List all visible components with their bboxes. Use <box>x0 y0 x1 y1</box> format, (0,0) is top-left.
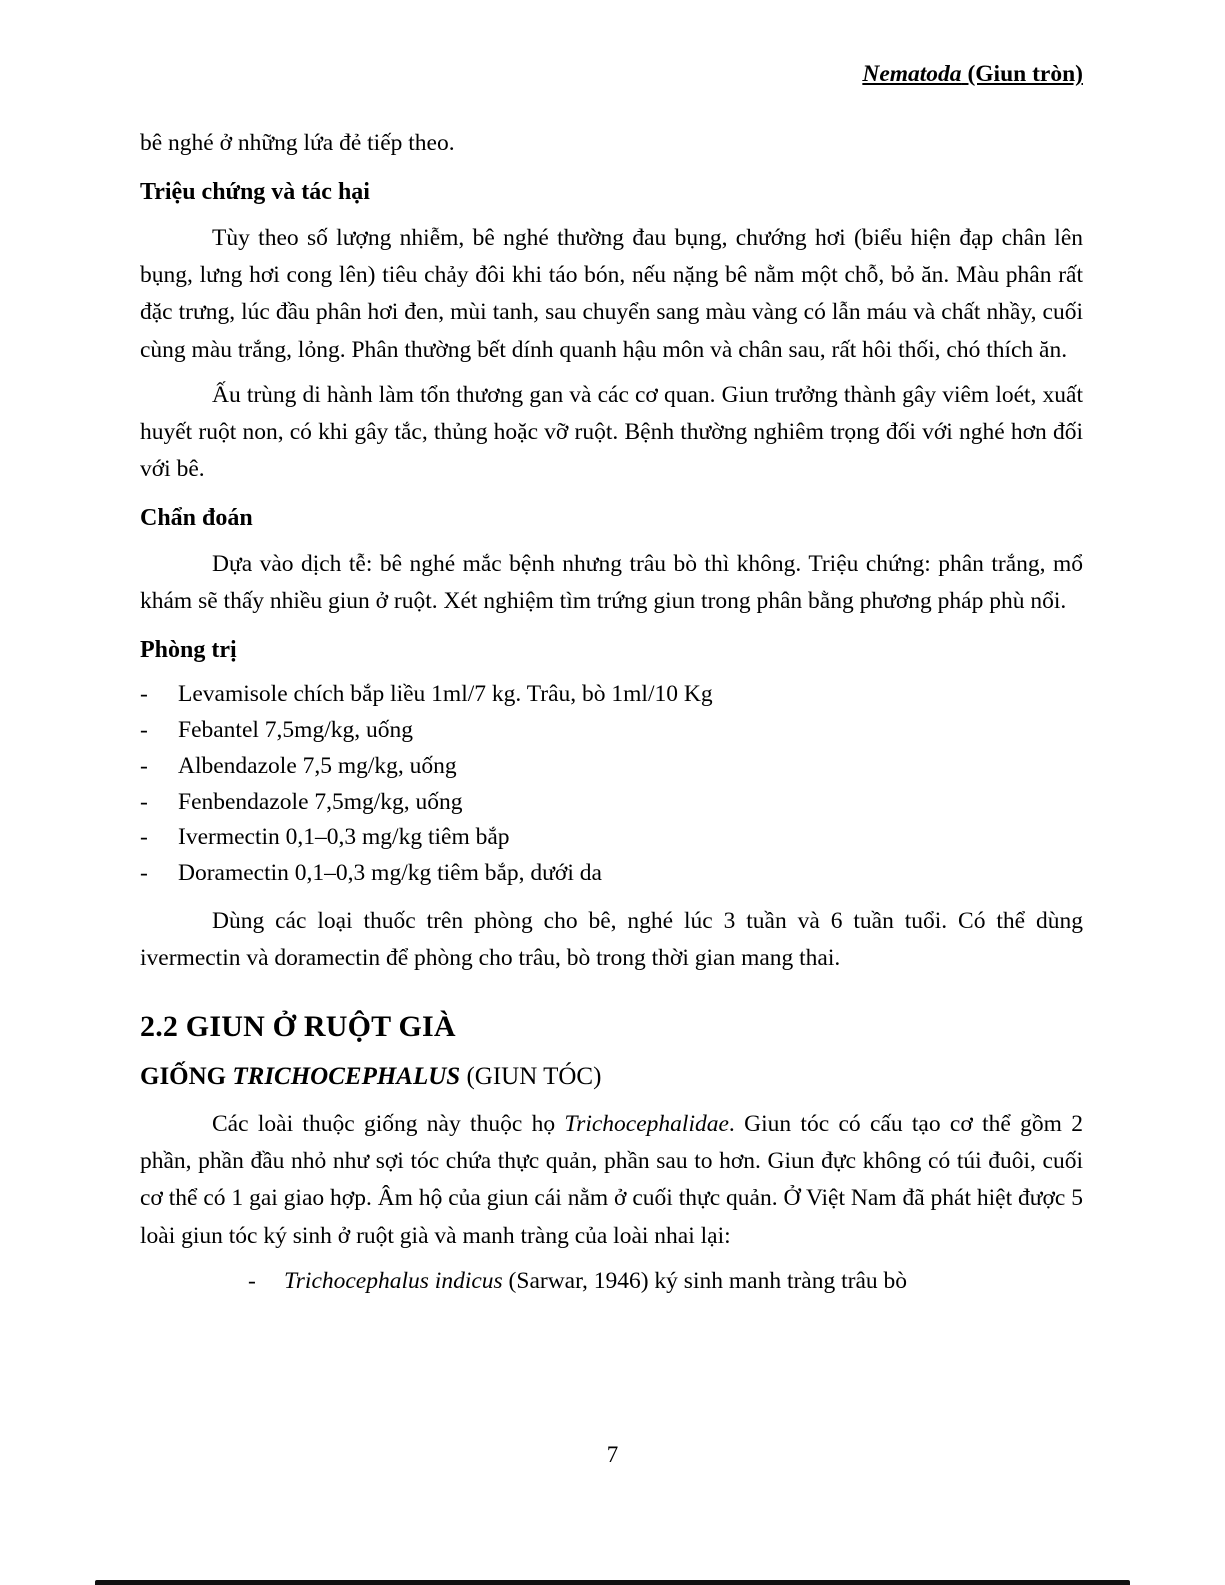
running-header-text <box>862 61 1083 87</box>
running-header-taxon: Nematoda <box>862 61 962 87</box>
genus-heading-prefix: GIỐNG <box>140 1062 233 1090</box>
list-dash-marker: - <box>248 1267 256 1294</box>
species-description: (Sarwar, 1946) ký sinh manh tràng trâu bò <box>502 1267 908 1294</box>
list-dash-marker: - <box>140 716 148 743</box>
list-dash-marker: - <box>140 824 148 851</box>
species-item-text <box>284 1263 907 1300</box>
page-number: 7 <box>606 1441 619 1467</box>
genus-paragraph-before: Các loài thuộc giống này thuộc họ <box>212 1111 565 1138</box>
drug-item-text: Doramectin 0,1–0,3 mg/kg tiêm bắp, dưới da <box>178 860 602 887</box>
drug-item-text: Febantel 7,5mg/kg, uống <box>178 716 413 743</box>
species-list-item <box>248 1263 1083 1300</box>
list-item <box>140 714 1083 748</box>
drug-list <box>140 678 1083 891</box>
list-dash-marker: - <box>140 860 148 887</box>
section-2-2-heading: 2.2 GIUN Ở RUỘT GIÀ <box>140 1010 456 1044</box>
intro-continuation-paragraph: bê nghé ở những lứa đẻ tiếp theo. <box>140 130 455 157</box>
family-name: Trichocephalidae <box>564 1111 729 1138</box>
genus-paragraph-after: . Giun tóc có cấu tạo cơ thể gồm 2 phần, phần đầu nhỏ như sợi tóc chứa thực quản, phần sau to hơn. Giun đực không có túi đuôi, cuối cơ thể có 1 gai giao hợp. Âm hộ của giun cái nằm ở cuối thực quản. Ở Việt Nam đã phát hiệt được 5 loài giun tóc ký sinh ở ruột già và manh tràng của loài nhai lại: <box>140 1111 1083 1249</box>
list-dash-marker: - <box>140 788 148 815</box>
list-dash-marker: - <box>140 752 148 779</box>
running-header-rest: (Giun tròn) <box>961 61 1083 87</box>
running-header <box>140 56 1083 93</box>
list-dash-marker: - <box>140 681 148 708</box>
species-name: Trichocephalus indicus <box>284 1267 503 1294</box>
drug-item-text: Ivermectin 0,1–0,3 mg/kg tiêm bắp <box>178 824 510 851</box>
genus-heading-suffix: (GIUN TÓC) <box>460 1062 602 1090</box>
symptoms-paragraph-2: Ấu trùng di hành làm tổn thương gan và các cơ quan. Giun trưởng thành gây viêm loét, xuất huyết ruột non, có khi gây tắc, thủng hoặc vỡ ruột. Bệnh thường nghiêm trọng đối với nghé hơn đối với bê. <box>140 381 1083 482</box>
list-item <box>140 678 1083 712</box>
drug-item-text: Fenbendazole 7,5mg/kg, uống <box>178 788 463 815</box>
list-item <box>140 750 1083 784</box>
genus-heading-name: TRICHOCEPHALUS <box>232 1062 461 1090</box>
symptoms-paragraph-1: Tùy theo số lượng nhiễm, bê nghé thường đau bụng, chướng hơi (biểu hiện đạp chân lên bụng, lưng hơi cong lên) tiêu chảy đôi khi táo bón, nếu nặng bê nằm một chỗ, bỏ ăn. Màu phân rất đặc trưng, lúc đầu phân hơi đen, mùi tanh, sau chuyển sang màu vàng có lẫn máu và chất nhầy, cuối cùng màu trắng, lỏng. Phân thường bết dính quanh hậu môn và chân sau, rất hôi thối, chó thích ăn. <box>140 225 1083 363</box>
drug-item-text: Levamisole chích bắp liều 1ml/7 kg. Trâu, bò 1ml/10 Kg <box>178 681 713 708</box>
drug-item-text: Albendazole 7,5 mg/kg, uống <box>178 752 457 779</box>
list-item <box>140 857 1083 891</box>
list-item <box>140 821 1083 855</box>
list-item <box>140 786 1083 820</box>
treatment-paragraph: Dùng các loại thuốc trên phòng cho bê, nghé lúc 3 tuần và 6 tuần tuổi. Có thể dùng ivermectin và doramectin để phòng cho trâu, bò trong thời gian mang thai. <box>140 908 1083 972</box>
scan-edge-artifact <box>95 1580 1130 1585</box>
genus-description-paragraph <box>140 1106 1083 1255</box>
diagnosis-heading: Chẩn đoán <box>140 505 253 532</box>
treatment-heading: Phòng trị <box>140 637 237 664</box>
genus-heading <box>140 1057 1083 1097</box>
symptoms-heading: Triệu chứng và tác hại <box>140 179 370 206</box>
diagnosis-paragraph: Dựa vào dịch tễ: bê nghé mắc bệnh nhưng trâu bò thì không. Triệu chứng: phân trắng, mổ khám sẽ thấy nhiều giun ở ruột. Xét nghiệm tìm trứng giun trong phân bằng phương pháp phù nổi. <box>140 550 1083 615</box>
